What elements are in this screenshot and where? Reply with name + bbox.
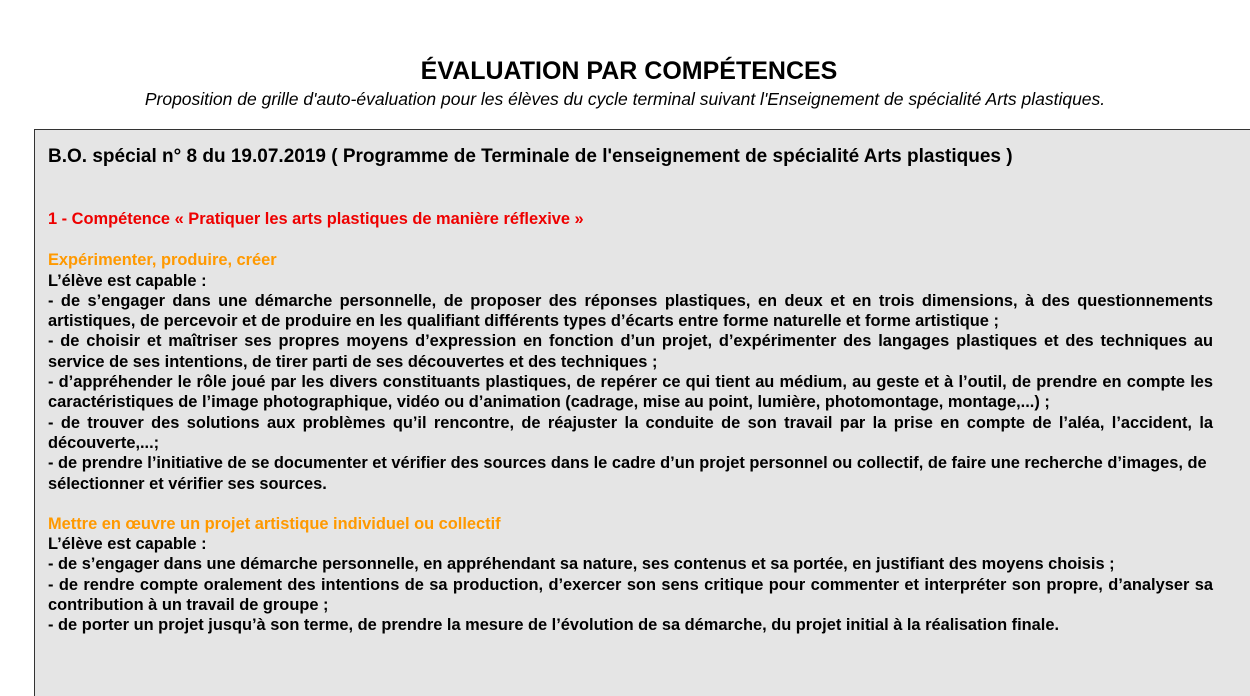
section-intro: L’élève est capable : [48,535,207,554]
section-spacer [48,494,1213,514]
list-item: - de choisir et maîtriser ses propres moyens d’expression en fonction d’un projet, d’expérimenter des langages plastiques et des techniques au service de ses intentions, de tirer parti de ses découvertes et des techniques ; [48,332,1213,371]
section-title: Mettre en œuvre un projet artistique individuel ou collectif [48,514,501,533]
page-title: ÉVALUATION PAR COMPÉTENCES [420,57,838,85]
content-box [34,129,1250,696]
bo-heading: B.O. spécial n° 8 du 19.07.2019 ( Programme de Terminale de l'enseignement de spécialité Arts plastiques ) [48,146,1013,167]
section-intro: L’élève est capable : [48,271,207,290]
list-item: - de trouver des solutions aux problèmes qu’il rencontre, de réajuster la conduite de son travail par la prise en compte de l’aléa, l’accident, la découverte,...; [48,413,1213,452]
list-item: - d’appréhender le rôle joué par les divers constituants plastiques, de repérer ce qui tient au médium, au geste et à l’outil, de prendre en compte les caractéristiques de l’image photographique, vidéo ou d’animation (cadrage, mise au point, lumière, photomontage, montage,...) ; [48,373,1213,412]
list-item: - de s’engager dans une démarche personnelle, de proposer des réponses plastiques, en deux et en trois dimensions, à des questionnements artistiques, de percevoir et de produire en les qualifiant différents types d’écarts entre forme naturelle et forme artistique ; [48,291,1213,331]
list-item: - de porter un projet jusqu’à son terme, de prendre la mesure de l’évolution de sa démarche, du projet initial à la réalisation finale. [48,616,1060,635]
list-item: - de prendre l’initiative de se documenter et vérifier des sources dans le cadre d’un projet personnel ou collectif, de faire une recherche d’images, de sélectionner et vérifier ses sources. [48,454,1207,493]
competence-title: 1 - Compétence « Pratiquer les arts plastiques de manière réflexive » [48,210,584,228]
section-title: Expérimenter, produire, créer [48,251,277,270]
competence-content [48,209,1213,636]
list-item: - de rendre compte oralement des intentions de sa production, d’exercer son sens critique pour commenter et interpréter son propre, d’analyser sa contribution à un travail de groupe ; [48,575,1213,615]
page-subtitle: Proposition de grille d'auto-évaluation pour les élèves du cycle terminal suivant l'Enseignement de spécialité Arts plastiques. [144,89,1106,109]
list-item: - de s’engager dans une démarche personnelle, en appréhendant sa nature, ses contenus et sa portée, en justifiant des moyens choisis ; [48,555,1115,574]
